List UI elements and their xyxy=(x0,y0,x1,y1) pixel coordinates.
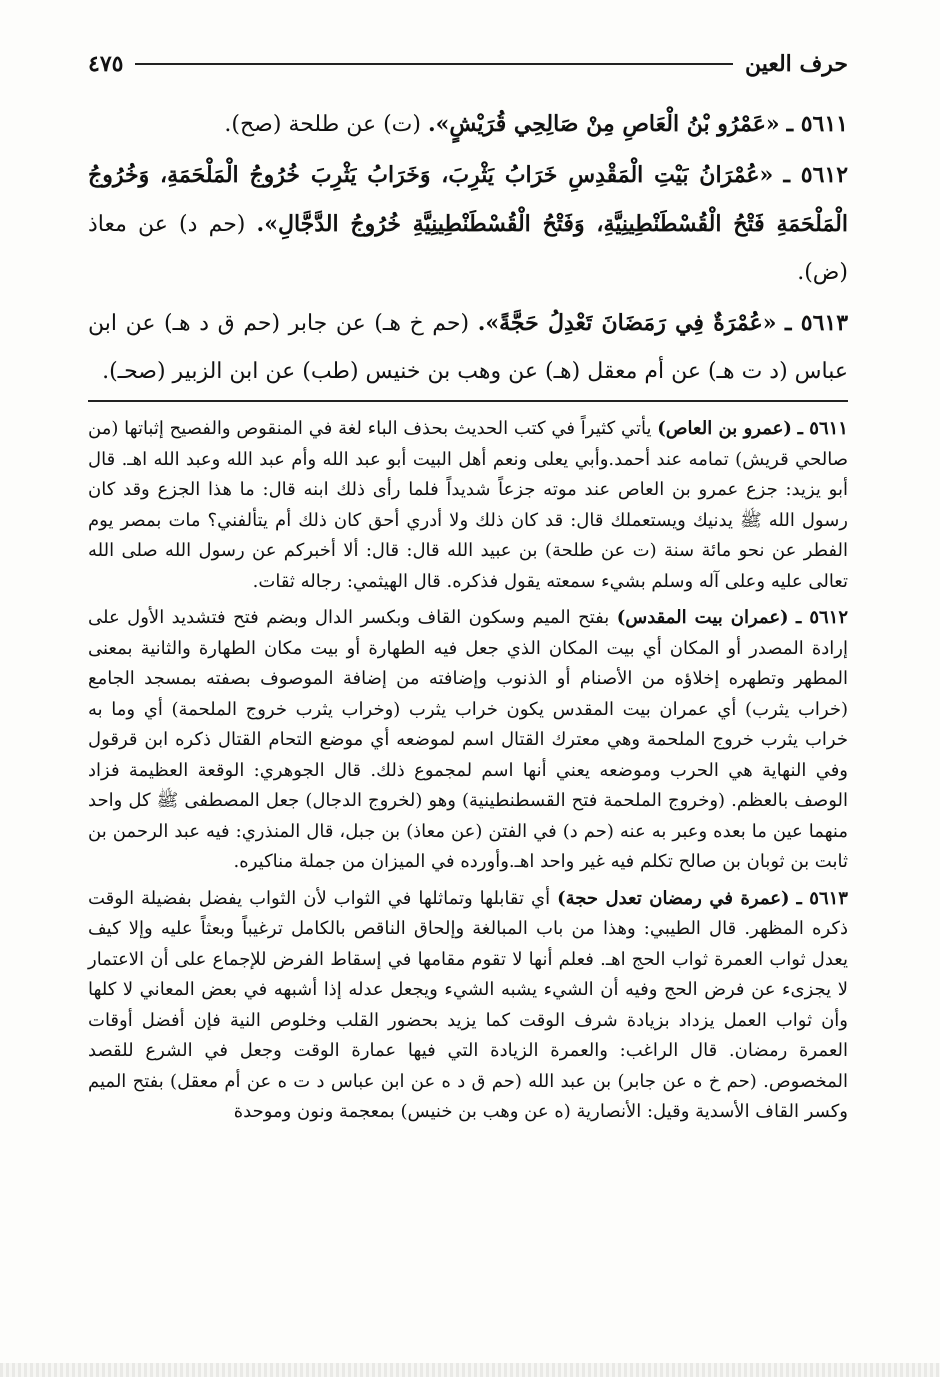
chapter-title: حرف العين xyxy=(744,51,848,77)
header-rule xyxy=(135,63,733,65)
commentary-text: بفتح الميم وسكون القاف وبكسر الدال وبضم فتح فتشديد الأول على إرادة المصدر أو المكان أي بيت المكان الذي جعل فيه الطهارة أو بيت مكان الطهارة والثانية بمعنى المطهر وتطهره إخلاؤه من الأصنام أو الذنوب وإضافته من إضافة الموصوف بصفته بمسجد الجامع (خراب يثرب) أي عمران بيت المقدس يكون خراب يثرب (وخراب يثرب خروج الملحمة) أي وما به خراب يثرب خروج الملحمة وهي معترك القتال اسم لموضعه أي موضع التحام القتال ذكره ابن قرقول وفي النهاية هي الحرب وموضعه يعني أنها اسم لمجموع ذلك. قال الجوهري: الوقعة العظيمة فزاد الوصف بالعظم. (وخروج الملحمة فتح القسطنطينية) وهو (لخروج الدجال) جعل المصطفى ﷺ كل واحد منهما عين ما بعده وعبر به عنه (حم د) في الفتن (عن معاذ) بن جبل، قال المنذري: فيه عبد الرحمن بن ثابت بن ثوبان بن صالح تكلم فيه غير واحد اهـ.وأورده في الميزان من جملة مناكيره. xyxy=(88,607,848,872)
commentary-number: ٥٦١١ ـ xyxy=(797,418,848,439)
hadith-texts xyxy=(88,100,848,398)
hadith-number: ٥٦١٣ ـ xyxy=(785,310,849,336)
commentary-number: ٥٦١٢ ـ xyxy=(796,607,848,628)
commentary-lemma: (عمران بيت المقدس) xyxy=(616,607,789,628)
commentary-entry xyxy=(88,884,848,1128)
hadith-takhrij: (حم د) عن معاذ (ض). xyxy=(88,212,848,285)
page-edge xyxy=(0,1363,940,1377)
commentary-lemma: (عمرو بن العاص) xyxy=(657,418,792,439)
commentary-text: يأتي كثيراً في كتب الحديث بحذف الباء لغة في المنقوص والفصيح إثباتها (من صالحي قريش) تمامه عند أحمد.وأبي يعلى ونعم أهل البيت أبو عبد الله وأم عبد الله وعبد الله اهـ. قال أبو يزيد: جزع عمرو بن العاص عند موته جزعاً شديداً فلما رأى ذلك ابنه قال: ما هذا الجزع وقد كان رسول الله ﷺ يدنيك ويستعملك قال: قد كان ذلك ولا أدري أحق كان ذلك أم يتألفني؟ مات بمصر يوم الفطر عن نحو مائة سنة (ت عن طلحة) بن عبيد الله قال: قال: ألا أخبركم عن رسول الله صلى الله تعالى عليه وعلى آله وسلم بشيء سمعته يقول فذكره. قال الهيثمي: رجاله ثقات. xyxy=(88,418,848,592)
hadith-entry xyxy=(88,100,848,149)
hadith-matn: «عُمْرَةٌ فِي رَمَضَانَ تَعْدِلُ حَجَّةً». xyxy=(477,310,777,336)
commentary-number: ٥٦١٣ ـ xyxy=(796,887,848,909)
commentary-lemma: (عمرة في رمضان تعدل حجة) xyxy=(557,887,790,909)
running-header xyxy=(88,44,848,84)
commentary-section xyxy=(88,414,848,1134)
hadith-number: ٥٦١٢ ـ xyxy=(783,162,849,188)
section-divider xyxy=(88,400,848,402)
hadith-takhrij: (حم خ هـ) عن جابر (حم ق د هـ) عن ابن عباس (د ت هـ) عن أم معقل (هـ) عن وهب بن خنيس (طب) عن ابن الزبير (صحـ). xyxy=(88,311,848,384)
page-number: ٤٧٥ xyxy=(88,51,124,77)
hadith-entry xyxy=(88,299,848,396)
hadith-takhrij: (ت) عن طلحة (صح). xyxy=(224,112,421,137)
hadith-number: ٥٦١١ ـ xyxy=(786,111,848,137)
hadith-entry xyxy=(88,151,848,297)
commentary-text: أي تقابلها وتماثلها في الثواب لأن الثواب يفضل بفضيلة الوقت ذكره المظهر. قال الطيبي: وهذا من باب المبالغة وإلحاق الناقص بالكامل ترغيباً وبعثاً عليه وإلا كيف يعدل ثواب العمرة ثواب الحج اهـ. فعلم أنها لا تقوم مقامها في إسقاط الفرض للإجماع على أن الاعتمار لا يجزىء عن فرض الحج وفيه أن الشيء يشبه الشيء ويجعل عدله إذا أشبهه في بعض المعاني لا كلها وأن ثواب العمل يزداد بزيادة شرف الوقت كما يزيد بحضور القلب وخلوص النية فإن أفضل أوقات العمرة رمضان. قال الراغب: والعمرة الزيادة التي فيها عمارة الوقت وجعل في الشرع للقصد المخصوص. (حم خ ه عن جابر) بن عبد الله (حم ق د ه عن ابن عباس د ت ه عن أم معقل) بفتح الميم وكسر القاف الأسدية وقيل: الأنصارية (ه عن وهب بن خنيس) بمعجمة ونون وموحدة xyxy=(88,887,849,1122)
hadith-matn: «عُمْرَانُ بَيْتِ الْمَقْدِسِ خَرَابُ يَثْرِبَ، وَخَرَابُ يَثْرِبَ خُرُوجُ الْمَلْحَمَةِ، وَخُرُوجُ الْمَلْحَمَةِ فَتْحُ الْقُسْطَنْطِينِيَّةِ، وَفَتْحُ الْقُسْطَنْطِينِيَّةِ خُرُوجُ الدَّجَّالِ». xyxy=(88,162,848,237)
hadith-matn: «عَمْرُو بْنُ الْعَاصِ مِنْ صَالِحِي قُرَيْشٍ». xyxy=(427,111,780,137)
commentary-entry xyxy=(88,414,848,597)
commentary-entry xyxy=(88,603,848,878)
